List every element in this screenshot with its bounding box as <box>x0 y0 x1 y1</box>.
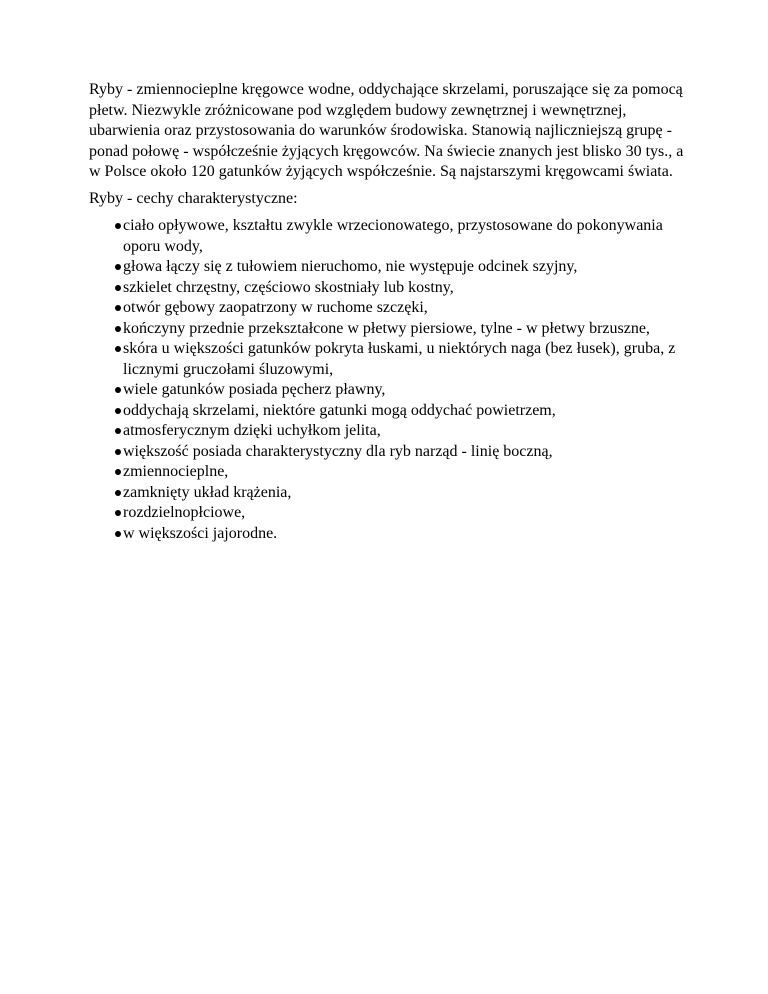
list-item <box>89 216 689 257</box>
bullet-icon <box>115 223 121 229</box>
list-item-text: szkielet chrzęstny, częściowo skostniały lub kostny, <box>123 278 454 296</box>
bullet-icon <box>115 490 121 496</box>
list-item-text: atmosferycznym dzięki uchyłkom jelita, <box>123 422 381 439</box>
features-list <box>89 216 689 544</box>
list-item-text: kończyny przednie przekształcone w płetwy piersiowe, tylne - w płetwy brzuszne, <box>123 319 650 337</box>
list-item-text: oddychają skrzelami, niektóre gatunki mogą oddychać powietrzem, <box>123 401 556 419</box>
list-item-text: zmiennocieplne, <box>123 463 229 480</box>
list-item-text: wiele gatunków posiada pęcherz pławny, <box>123 381 386 398</box>
list-heading: Ryby - cechy charakterystyczne: <box>89 189 298 207</box>
list-item-text: ciało opływowe, kształtu zwykle wrzecionowatego, przystosowane do pokonywania oporu wody, <box>123 217 663 255</box>
list-item-text: głowa łączy się z tułowiem nieruchomo, nie występuje odcinek szyjny, <box>123 258 578 275</box>
bullet-icon <box>115 346 121 352</box>
bullet-icon <box>115 428 121 434</box>
list-item <box>89 483 689 504</box>
bullet-icon <box>115 285 121 291</box>
list-item-text: w większości jajorodne. <box>123 524 278 542</box>
bullet-icon <box>115 531 121 537</box>
list-item-text: skóra u większości gatunków pokryta łuskami, u niektórych naga (bez łusek), gruba, z licznymi gruczołami śluzowymi, <box>123 340 676 378</box>
list-item <box>89 278 689 299</box>
list-item <box>89 462 689 483</box>
list-item <box>89 503 689 524</box>
list-item-text: zamknięty układ krążenia, <box>123 483 292 501</box>
bullet-icon <box>115 408 121 414</box>
list-item <box>89 421 689 442</box>
list-item <box>89 380 689 401</box>
bullet-icon <box>115 469 121 475</box>
list-item <box>89 319 689 340</box>
list-item-text: otwór gębowy zaopatrzony w ruchome szczęki, <box>123 299 428 316</box>
list-item <box>89 298 689 319</box>
intro-paragraph: Ryby - zmiennocieplne kręgowce wodne, oddychające skrzelami, poruszające się za pomocą płetw. Niezwykle zróżnicowane pod względem budowy zewnętrznej i wewnętrznej, ubarwienia oraz przystosowania do warunków środowiska. Stanowią najliczniejszą grupę - ponad połowę - współcześnie żyjących kręgowców. Na świecie znanych jest blisko 30 tys., a w Polsce około 120 gatunków żyjących współcześnie. Są najstarszymi kręgowcami świata. <box>89 81 684 180</box>
bullet-icon <box>115 449 121 455</box>
bullet-icon <box>115 387 121 393</box>
list-item-text: większość posiada charakterystyczny dla ryb narząd - linię boczną, <box>123 442 553 460</box>
document-content <box>89 80 689 544</box>
bullet-icon <box>115 326 121 332</box>
list-item-text: rozdzielnopłciowe, <box>123 504 246 521</box>
bullet-icon <box>115 264 121 270</box>
bullet-icon <box>115 305 121 311</box>
list-item <box>89 339 689 380</box>
list-item <box>89 401 689 422</box>
list-item <box>89 442 689 463</box>
list-item <box>89 257 689 278</box>
list-item <box>89 524 689 545</box>
bullet-icon <box>115 510 121 516</box>
